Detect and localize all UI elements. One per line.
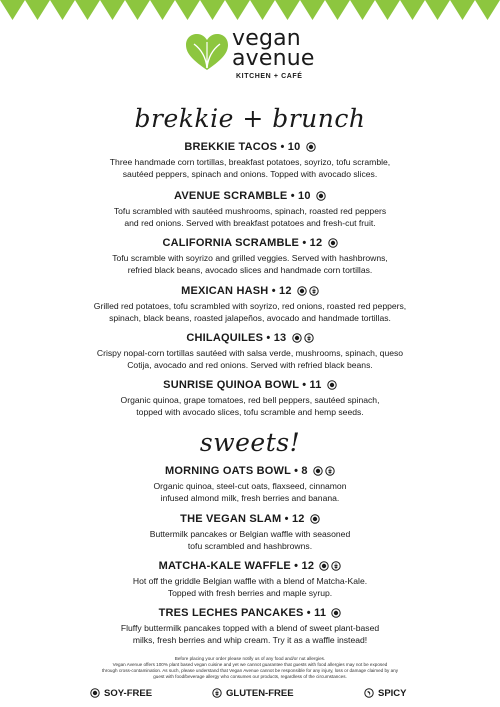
item-heading: MATCHA-KALE WAFFLE • 12 [60, 560, 440, 572]
band-triangle [350, 0, 375, 20]
soy-free-icon [331, 608, 341, 618]
band-triangle [275, 0, 300, 20]
soy-free-icon [319, 561, 329, 571]
legend-label: GLUTEN-FREE [226, 688, 294, 699]
soy-free-icon [297, 286, 307, 296]
band-triangle [125, 0, 150, 20]
item-description [60, 252, 440, 276]
disclaimer-line: Before placing your order please notify us of any food and/or nut allergies. [174, 656, 326, 661]
menu-item [60, 560, 440, 599]
dietary-icons [308, 513, 320, 525]
item-name: SUNRISE QUINOA BOWL [163, 379, 299, 391]
item-description [60, 205, 440, 229]
band-triangle [100, 0, 125, 20]
item-description [60, 156, 440, 180]
gluten-free-icon [309, 286, 319, 296]
item-desc-line: milks, fresh berries and whip cream. Try it as a waffle instead! [132, 635, 368, 645]
item-description [60, 300, 440, 324]
item-description [60, 480, 440, 504]
menu-item [60, 332, 440, 371]
band-triangle [225, 0, 250, 20]
item-desc-line: Buttermilk pancakes or Belgian waffle with seasoned [149, 529, 351, 539]
item-desc-line: and red onions. Served with breakfast potatoes and fresh-cut fruit. [124, 218, 376, 228]
item-desc-line: Grilled red potatoes, tofu scrambled with soyrizo, red onions, roasted red peppers, [93, 301, 407, 311]
item-desc-line: infused almond milk, fresh berries and banana. [160, 493, 340, 503]
item-price: 8 [301, 465, 308, 477]
item-name: MORNING OATS BOWL [165, 465, 291, 477]
item-price: 10 [298, 190, 311, 202]
band-triangle [300, 0, 325, 20]
section-title-sweets: sweets! [199, 428, 301, 457]
item-desc-line: Organic quinoa, grape tomatoes, red bell peppers, sautéed spinach, [120, 395, 380, 405]
dietary-icons [290, 332, 314, 344]
legend-soy-free [88, 688, 152, 699]
dietary-icons [295, 285, 319, 297]
item-description [60, 528, 440, 552]
item-name: MATCHA-KALE WAFFLE [158, 560, 291, 572]
legend-icon-wrap [362, 688, 374, 699]
legend-label: SOY-FREE [104, 688, 153, 699]
disclaimer-line: guest with food/beverage allergy who consumes our products, regardless of the circumstances. [153, 674, 347, 679]
band-triangle [475, 0, 500, 20]
disclaimer-line: Vegan Avenue offers 100% plant based vegan cuisine and yet we cannot guarantee that guests with food allergies may not be exposed [112, 662, 388, 667]
soy-free-icon [310, 514, 320, 524]
item-desc-line: sautéed peppers, spinach and onions. Topped with avocado slices. [122, 169, 378, 179]
allergy-disclaimer [0, 656, 500, 680]
menu-item [60, 285, 440, 324]
dietary-icons [311, 465, 335, 477]
spicy-icon [364, 688, 374, 698]
brand-name-line1: vegan [232, 26, 301, 51]
item-heading: MORNING OATS BOWL • 8 [60, 465, 440, 477]
item-description [60, 575, 440, 599]
item-desc-line: Tofu scrambled with sautéed mushrooms, spinach, roasted red peppers [113, 206, 387, 216]
band-triangle [50, 0, 75, 20]
item-name: TRES LECHES PANCAKES [158, 607, 304, 619]
item-price: 13 [273, 332, 287, 344]
dietary-icons [326, 237, 338, 249]
item-heading: THE VEGAN SLAM • 12 [60, 513, 440, 525]
soy-free-icon [313, 466, 323, 476]
item-desc-line: refried black beans, avocado slices and handmade corn tortillas. [127, 265, 373, 275]
item-description [60, 347, 440, 371]
item-desc-line: Organic quinoa, steel-cut oats, flaxseed, cinnamon [153, 481, 347, 491]
soy-free-icon [90, 688, 100, 698]
band-triangle [0, 0, 25, 20]
brand-name-line2: avenue [232, 46, 315, 71]
soy-free-icon [292, 333, 302, 343]
item-desc-line: Cotija, avocado and red onions. Served with refried black beans. [127, 360, 373, 370]
menu-item [60, 607, 440, 646]
band-triangle [175, 0, 200, 20]
item-desc-line: Topped with fresh berries and maple syrup. [167, 588, 333, 598]
gluten-free-icon [304, 333, 314, 343]
gluten-free-icon [331, 561, 341, 571]
item-name: CALIFORNIA SCRAMBLE [162, 237, 300, 249]
heart-leaf-logo-icon [184, 32, 230, 72]
top-triangle-band [0, 0, 500, 22]
item-name: MEXICAN HASH [181, 285, 269, 297]
item-name: AVENUE SCRAMBLE [174, 190, 288, 202]
item-heading: AVENUE SCRAMBLE • 10 [60, 190, 440, 202]
dietary-icons [304, 141, 316, 153]
menu-item [60, 141, 440, 180]
dietary-icons [317, 560, 341, 572]
band-triangle [75, 0, 100, 20]
dietary-icons [314, 190, 326, 202]
item-desc-line: Crispy nopal-corn tortillas sautéed with salsa verde, mushrooms, spinach, queso [96, 348, 404, 358]
soy-free-icon [327, 380, 337, 390]
legend-icon-wrap [210, 688, 222, 699]
logo [0, 28, 500, 90]
section-title-brekkie: brekkie + brunch [134, 104, 366, 133]
item-heading: TRES LECHES PANCAKES • 11 [60, 607, 440, 619]
item-name: CHILAQUILES [186, 332, 264, 344]
band-triangle [375, 0, 400, 20]
item-name: THE VEGAN SLAM [180, 513, 282, 525]
item-desc-line: Tofu scramble with soyrizo and grilled veggies. Served with hashbrowns, [112, 253, 388, 263]
menu-item [60, 379, 440, 418]
soy-free-icon [328, 238, 338, 248]
item-description [60, 622, 440, 646]
item-heading: CALIFORNIA SCRAMBLE • 12 [60, 237, 440, 249]
dietary-legend [0, 688, 500, 706]
legend-gluten-free [210, 688, 294, 699]
item-description [60, 394, 440, 418]
item-price: 10 [287, 141, 301, 153]
legend-spicy [362, 688, 407, 699]
item-price: 11 [309, 379, 322, 391]
item-price: 12 [309, 237, 323, 249]
band-triangle [250, 0, 275, 20]
menu-item [60, 513, 440, 552]
item-desc-line: topped with avocado slices, tofu scramble and hemp seeds. [136, 407, 364, 417]
brand-tagline: KITCHEN + CAFÉ [236, 73, 303, 80]
item-heading: BREKKIE TACOS • 10 [60, 141, 440, 153]
item-heading: SUNRISE QUINOA BOWL • 11 [60, 379, 440, 391]
dietary-icons [325, 379, 337, 391]
soy-free-icon [306, 142, 316, 152]
legend-icon-wrap [88, 688, 100, 699]
legend-label: SPICY [378, 688, 407, 699]
band-triangle [150, 0, 175, 20]
menu-item [60, 237, 440, 276]
band-triangle [25, 0, 50, 20]
band-triangle [450, 0, 475, 20]
item-price: 12 [291, 513, 305, 525]
soy-free-icon [316, 191, 326, 201]
item-name: BREKKIE TACOS [184, 141, 278, 153]
item-desc-line: Hot off the griddle Belgian waffle with a blend of Matcha-Kale. [132, 576, 368, 586]
band-triangle [200, 0, 225, 20]
item-heading: CHILAQUILES • 13 [60, 332, 440, 344]
gluten-free-icon [212, 688, 222, 698]
dietary-icons [329, 607, 341, 619]
band-triangle [400, 0, 425, 20]
disclaimer-line: through cross-contamination. As such, please understand that Vegan Avenue cannot be responsible for any injury, loss or damage claimed by any [101, 668, 399, 673]
item-desc-line: tofu scrambled and hashbrowns. [187, 541, 313, 551]
item-desc-line: Three handmade corn tortillas, breakfast potatoes, soyrizo, tofu scramble, [109, 157, 391, 167]
gluten-free-icon [325, 466, 335, 476]
item-price: 12 [279, 285, 292, 297]
item-price: 12 [301, 560, 315, 572]
menu-item [60, 190, 440, 229]
item-desc-line: spinach, black beans, roasted jalapeños, avocado and handmade tortillas. [109, 313, 391, 323]
menu-item [60, 465, 440, 504]
item-price: 11 [314, 607, 327, 619]
band-triangle [425, 0, 450, 20]
band-triangle [325, 0, 350, 20]
item-heading: MEXICAN HASH • 12 [60, 285, 440, 297]
item-desc-line: Fluffy buttermilk pancakes topped with a blend of sweet plant-based [120, 623, 380, 633]
